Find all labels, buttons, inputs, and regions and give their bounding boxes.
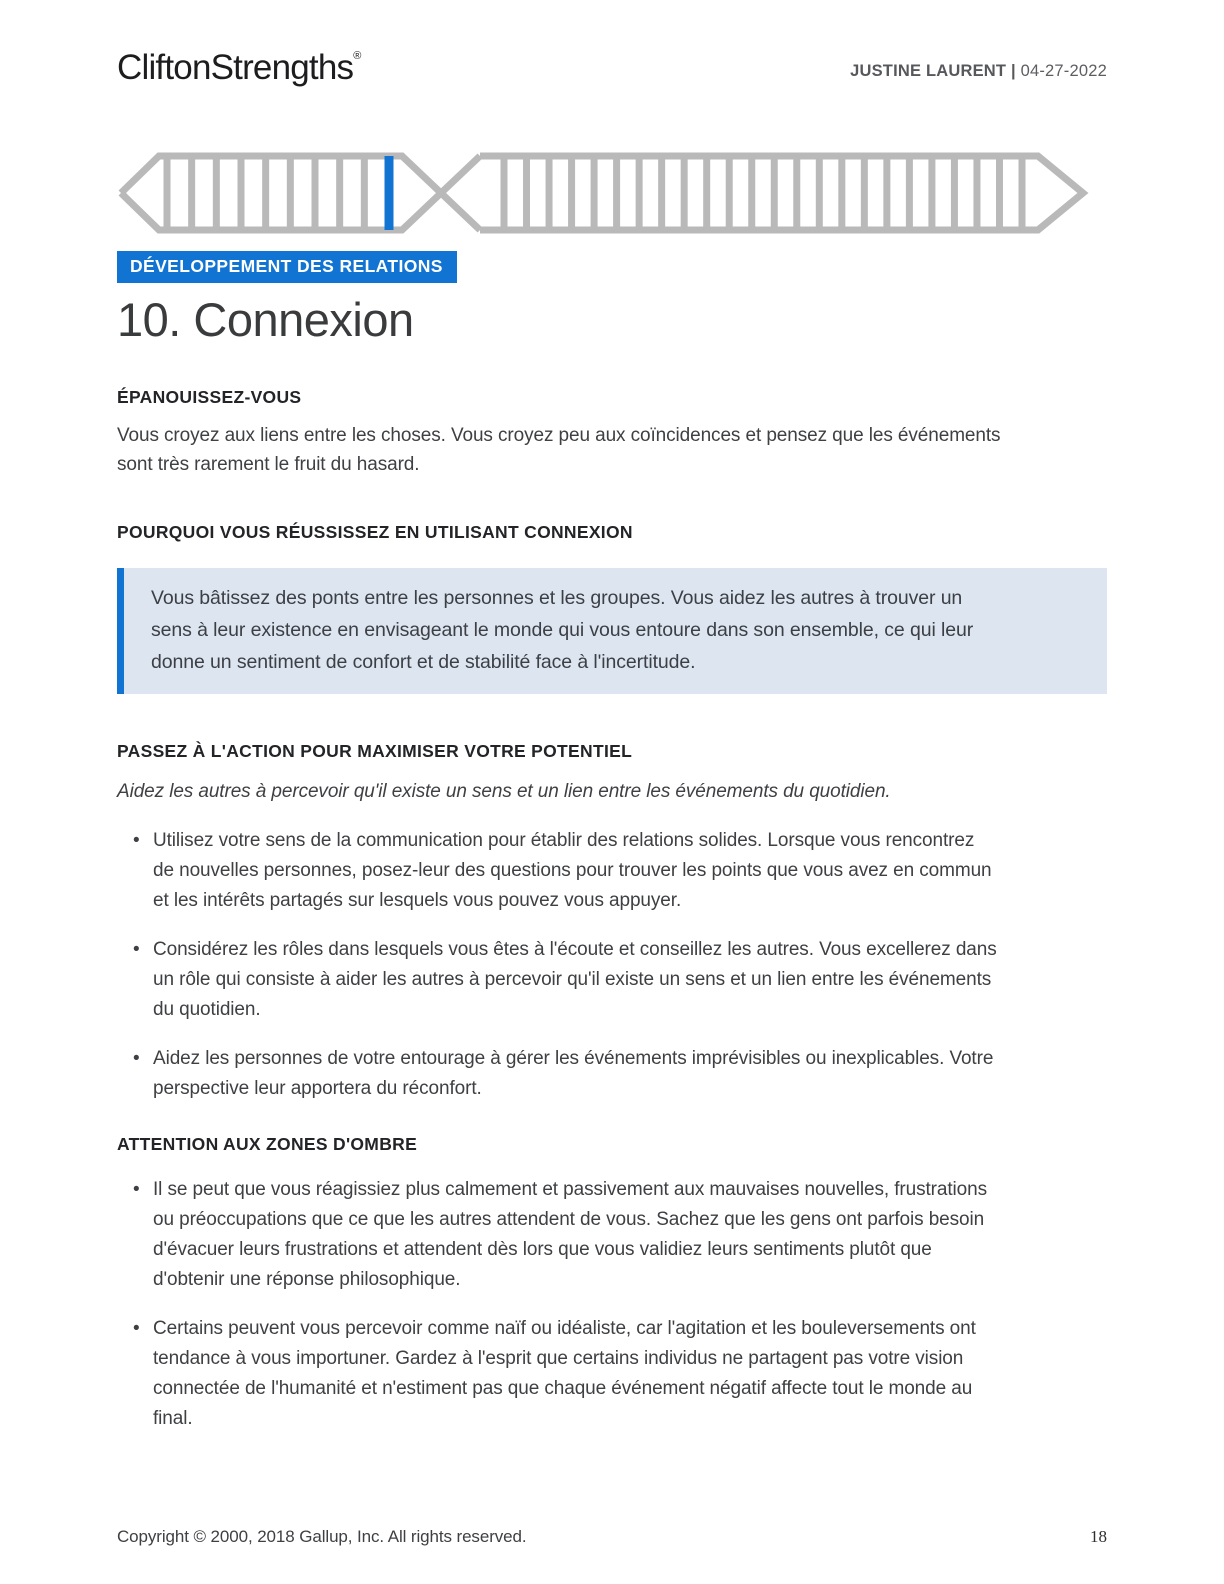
list-item (117, 935, 1107, 1025)
bullet-icon: • (133, 939, 140, 960)
page-footer (117, 1527, 1107, 1547)
registered-trademark-icon: ® (353, 50, 362, 62)
section-heading-blind-spots: ATTENTION AUX ZONES D'OMBRE (117, 1134, 418, 1154)
blindspot-bullet-2: Certains peuvent vous percevoir comme naïf ou idéaliste, car l'agitation et les bouleversements ont tendance à vous importuner. Gardez à l'esprit que certains individus ne partagent pas votre vision connectée de l'humanité et n'estiment pas que chaque événement négatif affecte tout le monde au final. (153, 1318, 976, 1429)
page-title: 10. Connexion (117, 293, 414, 346)
action-bullet-1: Utilisez votre sens de la communication pour établir des relations solides. Lorsque vous rencontrez de nouvelles personnes, posez-leur des questions pour trouver les points que vous avez en commun et les intérêts partagés sur lesquels vous pouvez vous appuyer. (153, 830, 992, 911)
list-item (117, 1044, 1107, 1104)
domain-badge: DÉVELOPPEMENT DES RELATIONS (117, 251, 457, 283)
bullet-icon: • (133, 1048, 140, 1069)
page-number: 18 (1090, 1527, 1107, 1546)
page-header (117, 0, 1107, 88)
action-bullet-2: Considérez les rôles dans lesquels vous êtes à l'écoute et conseillez les autres. Vous excellerez dans un rôle qui consiste à aider les autres à percevoir qu'il existe un sens et un lien entre les événements du quotidien. (153, 939, 997, 1020)
action-bullet-3: Aidez les personnes de votre entourage à gérer les événements imprévisibles ou inexplicables. Votre perspective leur apportera du réconfort. (153, 1048, 994, 1099)
action-bullet-list (117, 826, 1107, 1104)
bullet-icon: • (133, 1318, 140, 1339)
blindspot-bullet-1: Il se peut que vous réagissiez plus calmement et passivement aux mauvaises nouvelles, frustrations ou préoccupations que ce que les autres attendent de vous. Sachez que les gens ont parfois besoin d'évacuer leurs frustrations et attendent dès lors que vous validiez leurs sentiments plutôt que d'obtenir une réponse philosophique. (153, 1179, 988, 1290)
user-name: JUSTINE LAURENT | (850, 61, 1016, 80)
copyright-text: Copyright © 2000, 2018 Gallup, Inc. All rights reserved. (117, 1527, 527, 1546)
logo-text: CliftonStrengths (117, 48, 354, 87)
list-item (117, 1175, 1107, 1295)
cliftonstrengths-logo (117, 48, 361, 88)
section-heading-take-action: PASSEZ À L'ACTION POUR MAXIMISER VOTRE POTENTIEL (117, 741, 633, 761)
bullet-icon: • (133, 830, 140, 851)
user-and-date (850, 56, 1107, 81)
blindspots-bullet-list (117, 1175, 1107, 1434)
highlight-quote-box (117, 568, 1107, 694)
report-date: 04-27-2022 (1015, 61, 1107, 80)
section-heading-thrive: ÉPANOUISSEZ-VOUS (117, 387, 302, 407)
quote-text: Vous bâtissez des ponts entre les personnes et les groupes. Vous aidez les autres à trouver un sens à leur existence en envisageant le monde qui vous entoure dans son ensemble, ce qui leur donne un sentiment de confort et de stabilité face à l'incertitude. (151, 587, 974, 673)
list-item (117, 826, 1107, 916)
strengths-ribbon-graphic (117, 151, 1107, 235)
action-intro-italic: Aidez les autres à percevoir qu'il existe un sens et un lien entre les événements du quotidien. (117, 781, 891, 802)
section-heading-why-succeed: POURQUOI VOUS RÉUSSISSEZ EN UTILISANT CONNEXION (117, 522, 633, 542)
bullet-icon: • (133, 1179, 140, 1200)
thrive-body-text: Vous croyez aux liens entre les choses. Vous croyez peu aux coïncidences et pensez que les événements sont très rarement le fruit du hasard. (117, 425, 1001, 475)
list-item (117, 1314, 1107, 1434)
